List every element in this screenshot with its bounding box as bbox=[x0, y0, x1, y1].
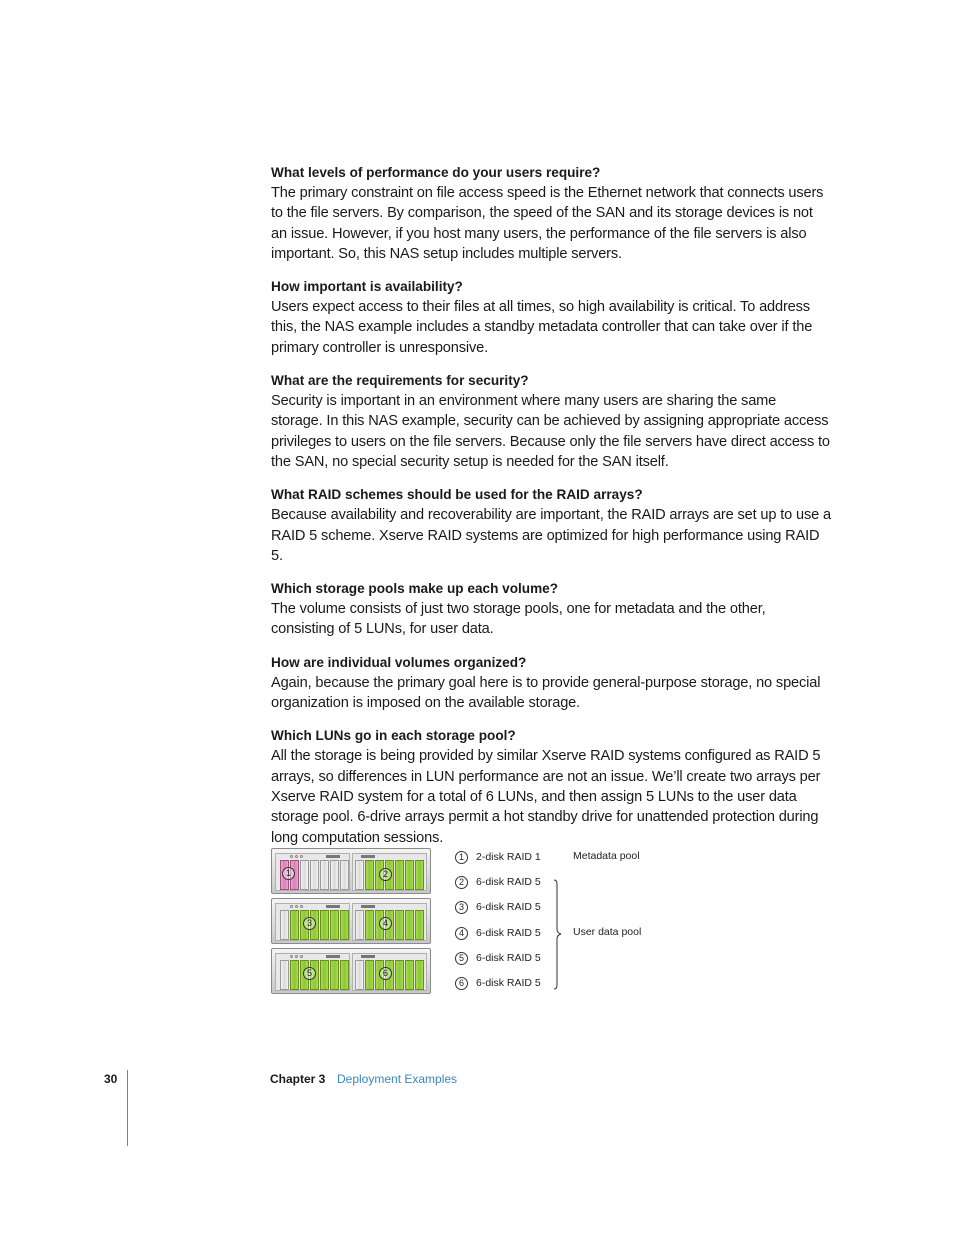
section-paragraph: The primary constraint on file access speed is the Ethernet network that connects users to the file servers. By comparison, the speed of the SAN and its storage devices is not an issue. However, if you host many users, the performance of the file servers is also important. So, this NAS setup includes multiple servers. bbox=[271, 185, 824, 262]
lun-number-label: 4 bbox=[379, 917, 392, 930]
drive-module bbox=[290, 910, 299, 940]
activity-led bbox=[326, 855, 340, 858]
qa-section bbox=[271, 485, 831, 566]
legend-label: 6-disk RAID 5 bbox=[476, 901, 541, 913]
drive-module bbox=[395, 860, 404, 890]
chapter-label: Chapter 3 bbox=[270, 1072, 326, 1086]
legend-item bbox=[455, 950, 541, 966]
status-light bbox=[300, 855, 303, 858]
legend-label: 6-disk RAID 5 bbox=[476, 927, 541, 939]
drive-module bbox=[280, 910, 289, 940]
status-light bbox=[290, 855, 293, 858]
metadata-pool-label: Metadata pool bbox=[573, 850, 640, 862]
drive-module bbox=[290, 960, 299, 990]
status-light bbox=[290, 955, 293, 958]
drive-module bbox=[320, 910, 329, 940]
drive-module bbox=[405, 910, 414, 940]
lun-number-label: 5 bbox=[303, 967, 316, 980]
chapter-title-link[interactable]: Deployment Examples bbox=[337, 1072, 458, 1086]
drive-module bbox=[415, 910, 424, 940]
section-paragraph: Users expect access to their files at all times, so high availability is critical. To address this, the NAS example includes a standby metadata controller that can take over if the primary controller is unresponsive. bbox=[271, 299, 813, 356]
legend-item bbox=[455, 899, 541, 915]
section-paragraph: Because availability and recoverability are important, the RAID arrays are set up to use a RAID 5 scheme. Xserve RAID systems are optimized for high performance using RAID 5. bbox=[271, 507, 831, 564]
xserve-raid-unit bbox=[271, 898, 431, 944]
section-heading: How are individual volumes organized? bbox=[271, 654, 527, 670]
legend-number: 5 bbox=[455, 952, 468, 965]
drive-module bbox=[355, 960, 364, 990]
section-paragraph: The volume consists of just two storage pools, one for metadata and the other, consisting of 5 LUNs, for user data. bbox=[271, 601, 766, 638]
qa-section bbox=[271, 726, 831, 847]
activity-led bbox=[361, 955, 375, 958]
section-heading: What levels of performance do your users require? bbox=[271, 165, 601, 180]
qa-section bbox=[271, 653, 831, 714]
user-pool-label: User data pool bbox=[573, 926, 642, 938]
legend-label: 2-disk RAID 1 bbox=[476, 851, 541, 863]
drive-module bbox=[280, 960, 289, 990]
page-number: 30 bbox=[104, 1072, 118, 1086]
status-light bbox=[295, 905, 298, 908]
pool-bracket-icon bbox=[553, 879, 563, 991]
status-light bbox=[300, 955, 303, 958]
legend-label: 6-disk RAID 5 bbox=[476, 952, 541, 964]
drive-module bbox=[405, 860, 414, 890]
section-heading: What are the requirements for security? bbox=[271, 373, 529, 389]
legend-number: 4 bbox=[455, 927, 468, 940]
section-heading: Which storage pools make up each volume? bbox=[271, 581, 559, 597]
activity-led bbox=[361, 905, 375, 908]
raid-figure bbox=[271, 846, 691, 998]
drive-module bbox=[395, 910, 404, 940]
drive-module bbox=[340, 860, 349, 890]
section-paragraph: Again, because the primary goal here is to provide general-purpose storage, no special organization is imposed on the available storage. bbox=[271, 674, 821, 712]
xserve-raid-unit bbox=[271, 948, 431, 994]
legend-label: 6-disk RAID 5 bbox=[476, 876, 541, 888]
qa-section bbox=[271, 163, 831, 264]
lun-number-label: 1 bbox=[282, 867, 295, 880]
qa-section bbox=[271, 277, 831, 358]
drive-module bbox=[365, 960, 374, 990]
footer-rule bbox=[127, 1070, 128, 1146]
drive-module bbox=[395, 960, 404, 990]
legend-number: 2 bbox=[455, 876, 468, 889]
lun-number-label: 2 bbox=[379, 868, 392, 881]
drive-module bbox=[340, 960, 349, 990]
drive-module bbox=[300, 860, 309, 890]
section-heading: How important is availability? bbox=[271, 279, 463, 295]
body-text bbox=[271, 163, 831, 861]
legend-number: 6 bbox=[455, 977, 468, 990]
drive-module bbox=[320, 860, 329, 890]
section-heading: What RAID schemes should be used for the RAID arrays? bbox=[271, 487, 643, 503]
drive-module bbox=[365, 910, 374, 940]
lun-number-label: 6 bbox=[379, 967, 392, 980]
activity-led bbox=[326, 955, 340, 958]
legend-number: 3 bbox=[455, 901, 468, 914]
activity-led bbox=[361, 855, 375, 858]
status-light bbox=[295, 855, 298, 858]
qa-section bbox=[271, 579, 831, 640]
section-paragraph: Security is important in an environment where many users are sharing the same storage. In this NAS example, security can be achieved by assigning appropriate access privileges to users on the file servers. Because only the file servers have direct access to the SAN, no special security setup is needed for the SAN itself. bbox=[271, 393, 830, 470]
status-light bbox=[290, 905, 293, 908]
legend-item bbox=[455, 975, 541, 991]
legend-item bbox=[455, 925, 541, 941]
section-heading: Which LUNs go in each storage pool? bbox=[271, 728, 516, 744]
drive-module bbox=[310, 860, 319, 890]
status-light bbox=[300, 905, 303, 908]
drive-module bbox=[330, 960, 339, 990]
drive-module bbox=[415, 960, 424, 990]
status-light bbox=[295, 955, 298, 958]
qa-section bbox=[271, 371, 831, 472]
legend-item bbox=[455, 874, 541, 890]
drive-module bbox=[330, 910, 339, 940]
legend-label: 6-disk RAID 5 bbox=[476, 977, 541, 989]
xserve-raid-unit bbox=[271, 848, 431, 894]
drive-module bbox=[365, 860, 374, 890]
drive-module bbox=[355, 860, 364, 890]
drive-module bbox=[330, 860, 339, 890]
drive-module bbox=[415, 860, 424, 890]
legend-number: 1 bbox=[455, 851, 468, 864]
drive-module bbox=[355, 910, 364, 940]
drive-module bbox=[320, 960, 329, 990]
legend-item bbox=[455, 849, 541, 865]
section-paragraph: All the storage is being provided by similar Xserve RAID systems configured as RAID 5 arrays, so differences in LUN performance are not an issue. We’ll create two arrays per Xserve RAID system for a total of 6 LUNs, and then assign 5 LUNs to the user data storage pool. 6-drive arrays permit a hot standby drive for unattended protection during long computation sessions. bbox=[271, 748, 821, 846]
lun-number-label: 3 bbox=[303, 917, 316, 930]
drive-module bbox=[405, 960, 414, 990]
activity-led bbox=[326, 905, 340, 908]
drive-module bbox=[340, 910, 349, 940]
